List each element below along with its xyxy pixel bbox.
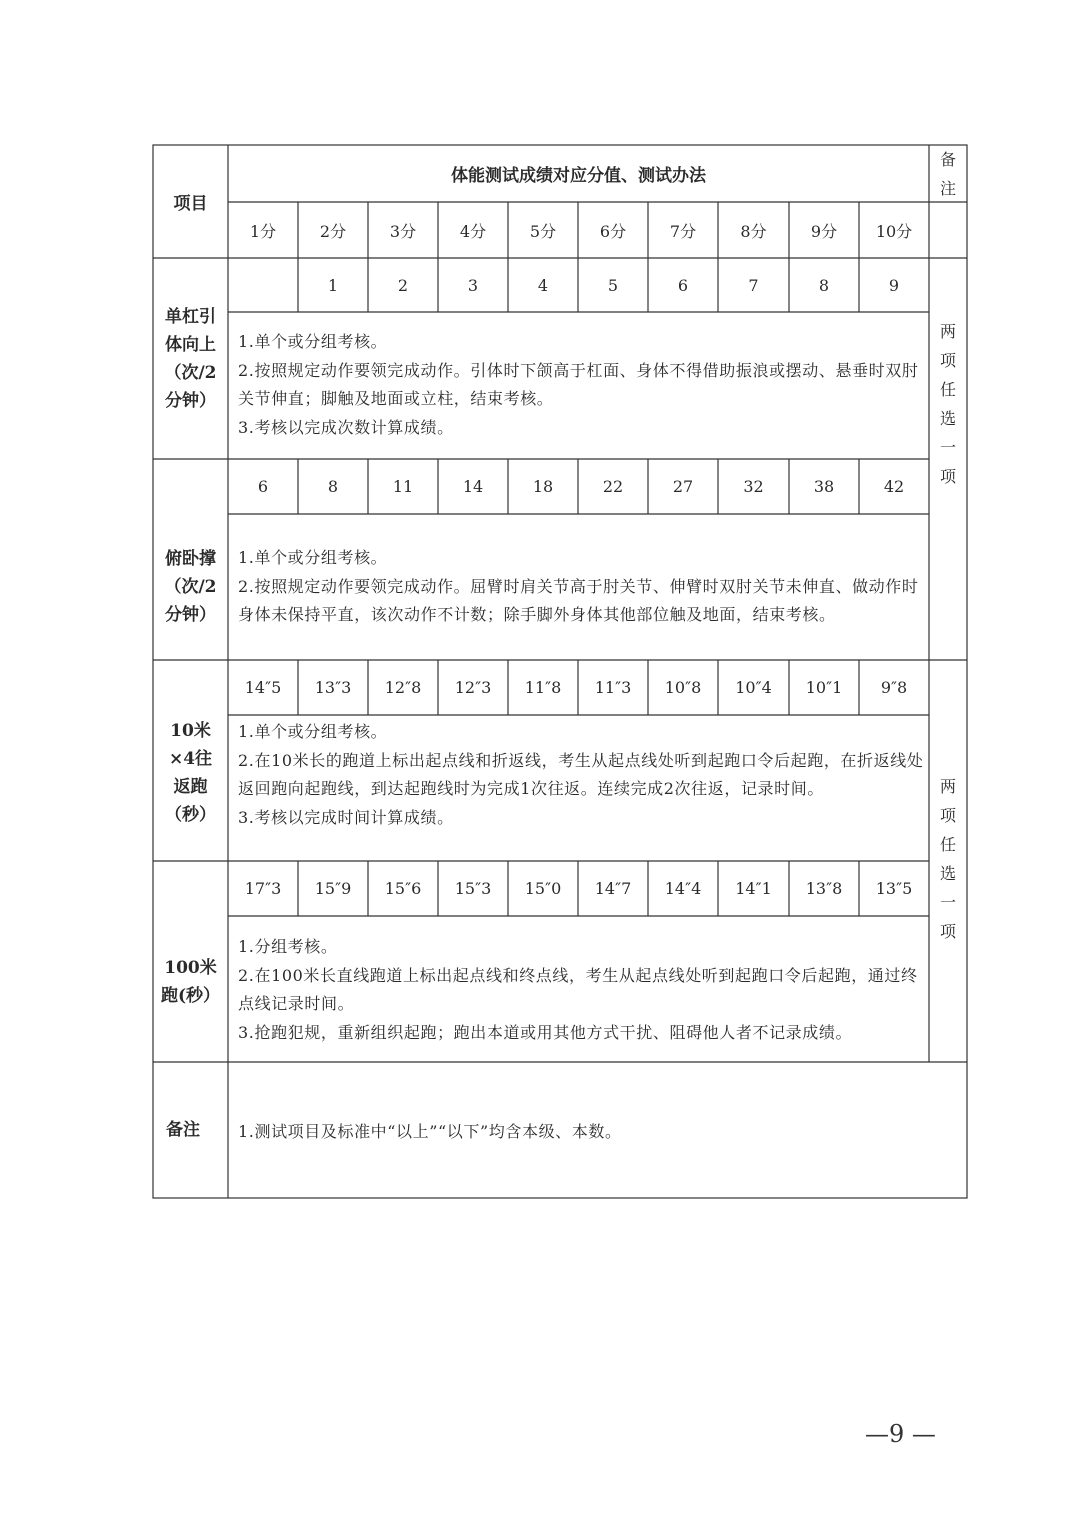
remark-either-one-a: 两项任选一项 <box>939 322 956 486</box>
score-value-cell: 18 <box>532 477 554 496</box>
score-value-cell: 1 <box>327 275 339 295</box>
score-header-cell: 1分 <box>249 221 277 241</box>
method-line: 1.单个或分组考核。 <box>238 548 388 567</box>
score-value-cell: 13″8 <box>805 879 843 898</box>
score-value-cell: 11″8 <box>524 678 562 697</box>
score-header-cell: 9分 <box>810 221 838 241</box>
score-value-cell: 15″0 <box>524 879 562 898</box>
score-value-cell: 38 <box>813 477 835 496</box>
score-value-cell: 13″3 <box>314 678 352 697</box>
footer-note-label: 备注 <box>166 1120 200 1140</box>
remark-either-one-b: 两项任选一项 <box>939 776 956 941</box>
score-header-cell: 6分 <box>599 221 627 241</box>
method-line: 2.在100米长直线跑道上标出起点线和终点线，考生从起点线处听到起跑口令后起跑，通过终点线记录时间。 <box>238 965 918 1013</box>
score-header-cell: 5分 <box>529 221 557 241</box>
score-header-cell: 3分 <box>389 221 417 241</box>
method-line: 3.抢跑犯规，重新组织起跑；跑出本道或用其他方式干扰、阻碍他人者不记录成绩。 <box>238 1022 853 1042</box>
score-header-cell: 7分 <box>669 221 697 241</box>
table-title: 体能测试成绩对应分值、测试办法 <box>451 166 706 186</box>
score-value-cell: 3 <box>467 275 479 295</box>
score-value-cell: 42 <box>883 477 905 496</box>
score-value-cell: 10″1 <box>805 678 843 697</box>
score-value-cell: 12″3 <box>454 678 492 697</box>
score-value-cell: 8 <box>818 275 830 295</box>
page-number: —9 — <box>865 1420 936 1448</box>
method-text-shuttle-run <box>238 718 924 832</box>
method-line: 3.考核以完成时间计算成绩。 <box>238 807 454 827</box>
item-name-pullup: 单杠引 体向上 （次/2 分钟） <box>164 306 217 411</box>
score-value-cell: 8 <box>327 477 339 496</box>
score-header-cell: 10分 <box>875 221 913 241</box>
score-value-cell: 9 <box>888 275 900 295</box>
method-line: 2.按照规定动作要领完成动作。屈臂时肩关节高于肘关节、伸臂时双肘关节未伸直、做动作时身体未保持平直，该次动作不计数；除手脚外身体其他部位触及地面，结束考核。 <box>238 576 919 624</box>
score-value-cell: 27 <box>672 477 694 496</box>
item-name-shuttle-run: 10米 ×4往 返跑 （秒） <box>165 721 216 825</box>
score-value-cell: 10″8 <box>664 678 702 697</box>
score-value-cell: 15″3 <box>454 879 492 898</box>
score-value-cell: 6 <box>677 275 689 295</box>
score-value-cell: 7 <box>748 275 759 295</box>
score-value-cell: 10″4 <box>735 678 772 697</box>
method-text-pushup <box>238 544 924 630</box>
item-column-header: 项目 <box>173 194 208 214</box>
method-line: 3.考核以完成次数计算成绩。 <box>238 417 454 437</box>
score-value-cell <box>228 258 298 312</box>
score-value-cell: 22 <box>602 477 624 496</box>
score-value-cell: 11″3 <box>594 678 632 697</box>
score-value-cell: 14 <box>462 477 484 496</box>
score-value-cell: 12″8 <box>384 678 422 697</box>
method-line: 1.单个或分组考核。 <box>238 332 388 351</box>
score-value-cell: 2 <box>397 275 409 295</box>
score-value-cell: 11 <box>392 477 414 496</box>
score-value-cell: 15″6 <box>384 879 422 898</box>
method-text-100m <box>238 933 924 1047</box>
score-value-cell: 6 <box>257 477 269 496</box>
item-name-pushup: 俯卧撑 （次/2 分钟） <box>164 549 217 625</box>
method-line: 2.按照规定动作要领完成动作。引体时下颌高于杠面、身体不得借助振浪或摆动、悬垂时双肘关节伸直；脚触及地面或立柱，结束考核。 <box>238 360 919 408</box>
score-value-cell: 13″5 <box>875 879 913 898</box>
score-header-cell: 8分 <box>740 221 767 241</box>
item-name-100m: 100米 跑(秒） <box>160 957 221 1006</box>
score-value-cell: 9″8 <box>880 678 908 697</box>
score-value-cell: 32 <box>743 477 764 496</box>
method-line: 1.单个或分组考核。 <box>238 722 388 741</box>
score-header-cell: 2分 <box>319 221 347 241</box>
score-value-cell: 14″4 <box>664 879 702 898</box>
score-value-cell: 5 <box>607 275 619 295</box>
method-line: 2.在10米长的跑道上标出起点线和折返线，考生从起点线处听到起跑口令后起跑，在折返线处返回跑向起跑线，到达起跑线时为完成1次往返。连续完成2次往返，记录时间。 <box>238 750 924 798</box>
score-value-cell: 14″7 <box>594 879 632 898</box>
score-value-cell: 17″3 <box>244 879 282 898</box>
method-line: 1.分组考核。 <box>238 937 338 956</box>
score-value-cell: 4 <box>537 275 549 295</box>
score-value-cell: 14″1 <box>735 879 772 898</box>
footer-note-text: 1.测试项目及标准中“以上”“以下”均含本级、本数。 <box>238 1121 622 1141</box>
score-header-cell: 4分 <box>459 221 487 241</box>
method-text-pullup <box>238 328 924 442</box>
remark-column-header: 备注 <box>939 149 956 198</box>
score-value-cell: 14″5 <box>244 678 282 697</box>
score-value-cell: 15″9 <box>314 879 352 898</box>
